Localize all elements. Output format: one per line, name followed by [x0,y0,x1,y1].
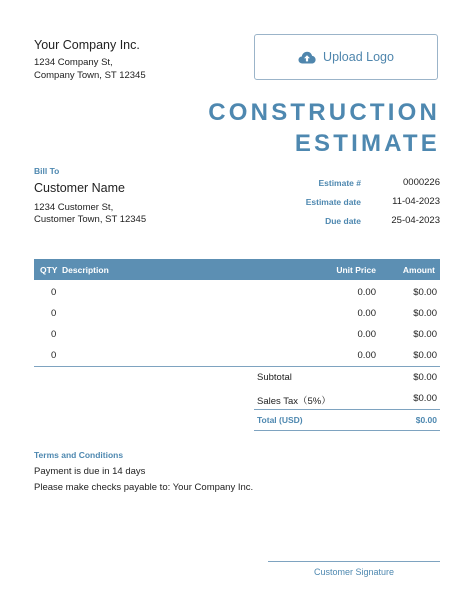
subtotal-label: Subtotal [257,372,292,383]
description-header: Description [62,265,109,275]
customer-name: Customer Name [34,181,125,195]
table-row [34,343,440,365]
row-amount: $0.00 [413,287,437,298]
sales-tax-label: Sales Tax（5%） [257,396,331,407]
customer-address-line1: 1234 Customer St, [34,202,114,213]
subtotal-value: $0.00 [413,372,437,383]
row-unit-price: 0.00 [357,308,376,319]
row-qty: 0 [51,308,57,319]
row-amount: $0.00 [413,329,437,340]
total-top-rule [254,409,440,410]
terms-line2: Please make checks payable to: Your Company Inc. [34,482,254,493]
due-date-label: Due date [325,216,361,226]
cloud-upload-icon [298,51,316,64]
sales-tax-value: $0.00 [413,393,437,404]
estimate-number-label: Estimate # [318,178,361,188]
table-row [34,280,440,302]
total-value: $0.00 [415,415,437,425]
signature-line [268,561,440,562]
row-unit-price: 0.00 [357,329,376,340]
due-date-value: 25-04-2023 [391,215,440,226]
items-table-body [34,280,440,366]
upload-logo-button[interactable] [254,34,438,80]
row-qty: 0 [51,329,57,340]
qty-header: QTY [40,265,58,275]
upload-logo-label: Upload Logo [323,50,394,64]
total-bottom-rule [254,430,440,431]
table-row [34,301,440,323]
table-bottom-rule [34,366,440,367]
total-label: Total (USD) [257,415,303,425]
unit-price-header: Unit Price [336,265,376,275]
customer-address-line2: Customer Town, ST 12345 [34,214,147,225]
document-title-line1: CONSTRUCTION [208,99,440,126]
row-amount: $0.00 [413,350,437,361]
estimate-date-label: Estimate date [305,197,361,207]
row-qty: 0 [51,350,57,361]
table-row [34,322,440,344]
row-amount: $0.00 [413,308,437,319]
terms-line1: Payment is due in 14 days [34,466,146,477]
row-unit-price: 0.00 [357,287,376,298]
bill-to-label: Bill To [34,166,60,176]
terms-label: Terms and Conditions [34,450,124,460]
estimate-date-value: 11-04-2023 [392,196,440,207]
estimate-number-value: 0000226 [403,177,440,188]
document-title-line2: ESTIMATE [294,130,440,157]
company-name: Your Company Inc. [34,38,140,52]
row-unit-price: 0.00 [357,350,376,361]
company-address-line2: Company Town, ST 12345 [34,70,146,81]
row-qty: 0 [51,287,57,298]
items-table-header [34,259,440,280]
amount-header: Amount [402,265,435,275]
company-address-line1: 1234 Company St, [34,57,113,68]
customer-signature-label: Customer Signature [313,567,395,577]
